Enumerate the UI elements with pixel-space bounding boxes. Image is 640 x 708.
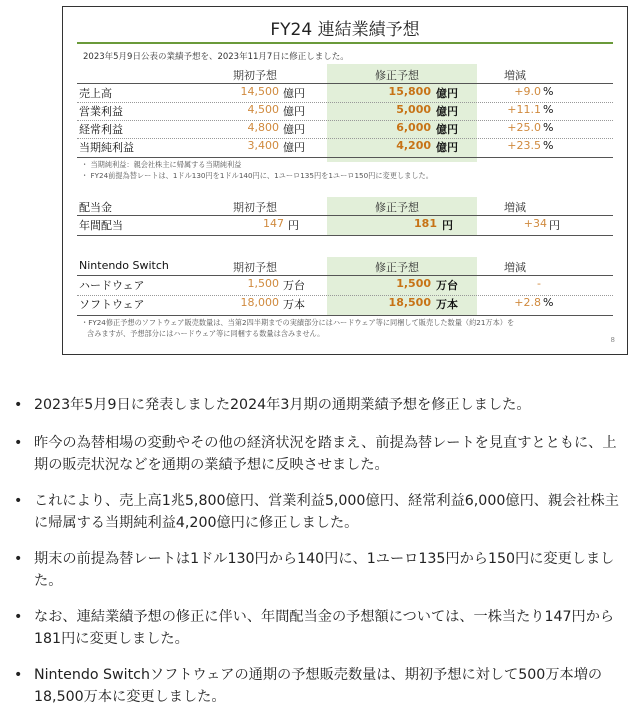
change-value: +34 bbox=[523, 217, 547, 230]
initial-unit: 万台 bbox=[283, 279, 305, 292]
header-change: 増減 bbox=[504, 69, 526, 82]
revised-unit: 万本 bbox=[436, 298, 458, 311]
bullet-text: 2023年5月9日に発表しました2024年3月期の通期業績予想を修正しました。 bbox=[34, 397, 531, 413]
bullet-text: なお、連結業績予想の修正に伴い、年間配当金の予想額については、一株当たり147円から181円に変更しました。 bbox=[34, 609, 615, 647]
header-revised: 修正予想 bbox=[375, 69, 419, 82]
change-unit: % bbox=[543, 139, 554, 152]
header-rule bbox=[77, 215, 613, 216]
revised-value: 1,500 bbox=[396, 277, 431, 290]
revised-unit: 億円 bbox=[436, 123, 458, 136]
slide-title: FY24 連結業績予想 bbox=[270, 20, 420, 40]
initial-value: 4,800 bbox=[247, 121, 279, 134]
row-label: ソフトウェア bbox=[79, 298, 145, 311]
bullet-text: 期末の前提為替レートは1ドル130円から140円に、1ユーロ135円から150円に変更しました。 bbox=[34, 551, 615, 589]
title-underline bbox=[77, 42, 613, 44]
footnote: ・ 当期純利益：親会社株主に帰属する当期純利益 bbox=[81, 160, 242, 169]
section-label-switch: Nintendo Switch bbox=[79, 259, 169, 272]
initial-value: 14,500 bbox=[240, 85, 279, 98]
row-label: 営業利益 bbox=[79, 105, 123, 118]
revised-unit: 億円 bbox=[436, 141, 458, 154]
table-bottom-rule bbox=[77, 157, 613, 158]
initial-value: 147 bbox=[263, 217, 284, 230]
change-unit: % bbox=[543, 103, 554, 116]
revised-unit: 万台 bbox=[436, 279, 458, 292]
initial-unit: 万本 bbox=[283, 298, 305, 311]
bullet-icon: • bbox=[14, 397, 23, 413]
initial-value: 3,400 bbox=[247, 139, 279, 152]
forecast-slide bbox=[62, 6, 628, 355]
bullet-text: これにより、売上高1兆5,800億円、営業利益5,000億円、経常利益6,000億円、親会社株主に帰属する当期純利益4,200億円に修正しました。 bbox=[34, 493, 619, 531]
change-value: +2.8 bbox=[514, 296, 541, 309]
initial-unit: 億円 bbox=[283, 141, 305, 154]
revision-note: 2023年5月9日公表の業績予想を、2023年11月7日に修正しました。 bbox=[83, 52, 349, 62]
footnote: ・ FY24前提為替レートは、1ドル130円を1ドル140円に、1ユーロ135円を1ユーロ150円に変更しました。 bbox=[81, 171, 433, 180]
change-value: +11.1 bbox=[507, 103, 541, 116]
change-unit: % bbox=[543, 85, 554, 98]
revised-value: 15,800 bbox=[388, 85, 431, 98]
change-value: +23.5 bbox=[507, 139, 541, 152]
bullet-text: Nintendo Switchソフトウェアの通期の予想販売数量は、期初予想に対して500万本増の18,500万本に変更しました。 bbox=[34, 667, 603, 705]
table-bottom-rule bbox=[77, 315, 613, 316]
header-initial: 期初予想 bbox=[233, 201, 277, 214]
change-value: - bbox=[537, 277, 541, 290]
initial-unit: 億円 bbox=[283, 87, 305, 100]
revised-value: 181 bbox=[414, 217, 437, 230]
change-unit: 円 bbox=[549, 219, 560, 232]
revised-unit: 円 bbox=[442, 219, 453, 232]
header-revised: 修正予想 bbox=[375, 201, 419, 214]
change-unit: % bbox=[543, 296, 554, 309]
revised-value: 5,000 bbox=[396, 103, 431, 116]
header-change: 増減 bbox=[504, 261, 526, 274]
page-number: 8 bbox=[610, 336, 615, 344]
table-bottom-rule bbox=[77, 235, 613, 236]
row-label: 売上高 bbox=[79, 87, 112, 100]
revised-unit: 億円 bbox=[436, 87, 458, 100]
revised-unit: 億円 bbox=[436, 105, 458, 118]
bullet-icon: • bbox=[14, 551, 23, 567]
header-revised: 修正予想 bbox=[375, 261, 419, 274]
initial-unit: 億円 bbox=[283, 123, 305, 136]
section-label-dividend: 配当金 bbox=[79, 201, 112, 214]
header-initial: 期初予想 bbox=[233, 69, 277, 82]
change-unit: % bbox=[543, 121, 554, 134]
row-label: ハードウェア bbox=[79, 279, 145, 292]
header-initial: 期初予想 bbox=[233, 261, 277, 274]
switch-footnote-line2: 含みますが、予想部分にはハードウェア等に同梱する数量は含みません。 bbox=[87, 329, 325, 338]
change-value: +9.0 bbox=[514, 85, 541, 98]
initial-value: 18,000 bbox=[240, 296, 279, 309]
revised-value: 6,000 bbox=[396, 121, 431, 134]
initial-unit: 億円 bbox=[283, 105, 305, 118]
header-rule bbox=[77, 83, 613, 84]
revised-value: 18,500 bbox=[388, 296, 431, 309]
row-label: 経常利益 bbox=[79, 123, 123, 136]
header-rule bbox=[77, 275, 613, 276]
bullet-icon: • bbox=[14, 667, 23, 683]
header-change: 増減 bbox=[504, 201, 526, 214]
bullet-icon: • bbox=[14, 493, 23, 509]
row-label: 年間配当 bbox=[79, 219, 123, 232]
change-value: +25.0 bbox=[507, 121, 541, 134]
bullet-icon: • bbox=[14, 435, 23, 451]
initial-value: 1,500 bbox=[247, 277, 279, 290]
bullet-text: 昨今の為替相場の変動やその他の経済状況を踏まえ、前提為替レートを見直すとともに、上期の販売状況などを通期の業績予想に反映させました。 bbox=[34, 435, 617, 473]
revised-value: 4,200 bbox=[396, 139, 431, 152]
switch-footnote-line1: ・FY24修正予想のソフトウェア販売数量は、当第2四半期までの実績部分にはハードウェア等に同梱して販売した数量（約21万本）を bbox=[81, 318, 515, 327]
initial-unit: 円 bbox=[288, 219, 299, 232]
row-label: 当期純利益 bbox=[79, 141, 134, 154]
bullet-icon: • bbox=[14, 609, 23, 625]
initial-value: 4,500 bbox=[247, 103, 279, 116]
